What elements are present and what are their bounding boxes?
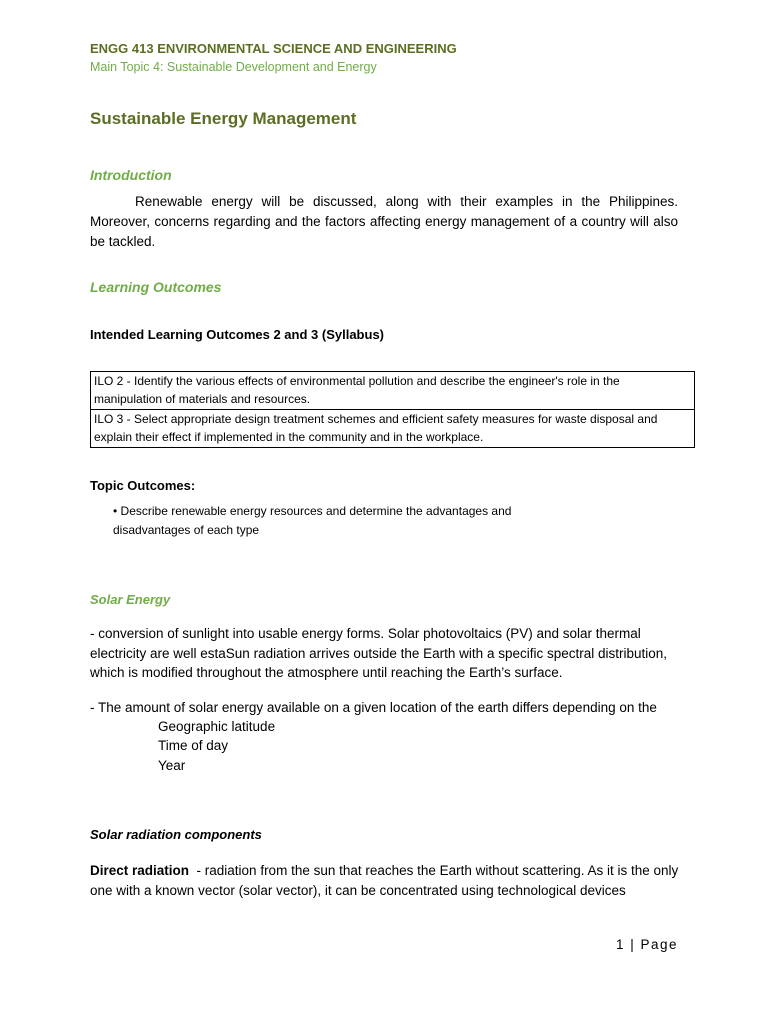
solar-paragraph-2: - The amount of solar energy available on a given location of the earth differs depending on the bbox=[90, 700, 657, 715]
introduction-heading: Introduction bbox=[90, 167, 172, 183]
introduction-text: Renewable energy will be discussed, along with their examples in the Philippines. Moreover, concerns regarding and the factors affecting energy management of a country will also be tackled. bbox=[90, 194, 678, 249]
table-row bbox=[91, 372, 695, 410]
ilo-heading: Intended Learning Outcomes 2 and 3 (Syllabus) bbox=[90, 327, 384, 342]
introduction-paragraph bbox=[90, 192, 678, 252]
table-row bbox=[91, 410, 695, 448]
radiation-components-heading: Solar radiation components bbox=[90, 827, 262, 842]
topic-outcome-item: • Describe renewable energy resources and determine the advantages and disadvantages of each type bbox=[113, 504, 512, 537]
solar-factor-3: Year bbox=[158, 758, 186, 773]
main-topic-subtitle: Main Topic 4: Sustainable Development and Energy bbox=[90, 60, 377, 74]
solar-factor-2: Time of day bbox=[158, 738, 229, 753]
learning-outcomes-heading: Learning Outcomes bbox=[90, 279, 222, 295]
solar-energy-heading: Solar Energy bbox=[90, 592, 171, 607]
course-title: ENGG 413 ENVIRONMENTAL SCIENCE AND ENGINEERING bbox=[90, 41, 457, 56]
document-title: Sustainable Energy Management bbox=[90, 109, 357, 128]
ilo-2-cell: ILO 2 - Identify the various effects of environmental pollution and describe the engineer's role in the manipulation of materials and resources. bbox=[91, 372, 695, 410]
page-number: 1 | Page bbox=[615, 937, 678, 952]
direct-radiation-text: - radiation from the sun that reaches the Earth without scattering. As it is the only one with a known vector (solar vector), it can be concentrated using technological devices bbox=[90, 863, 683, 898]
direct-radiation-paragraph bbox=[90, 861, 683, 900]
direct-radiation-term: Direct radiation bbox=[90, 863, 190, 878]
ilo-table bbox=[90, 371, 695, 448]
ilo-3-cell: ILO 3 - Select appropriate design treatment schemes and efficient safety measures for waste disposal and explain their effect if implemented in the community and in the workplace. bbox=[91, 410, 695, 448]
topic-outcomes-heading: Topic Outcomes: bbox=[90, 478, 196, 493]
solar-paragraph-1: - conversion of sunlight into usable energy forms. Solar photovoltaics (PV) and solar thermal electricity are well estaSun radiation arrives outside the Earth with a specific spectral distribution, which is modified throughout the atmosphere until reaching the Earth’s surface. bbox=[90, 626, 668, 680]
solar-factor-1: Geographic latitude bbox=[158, 719, 276, 734]
